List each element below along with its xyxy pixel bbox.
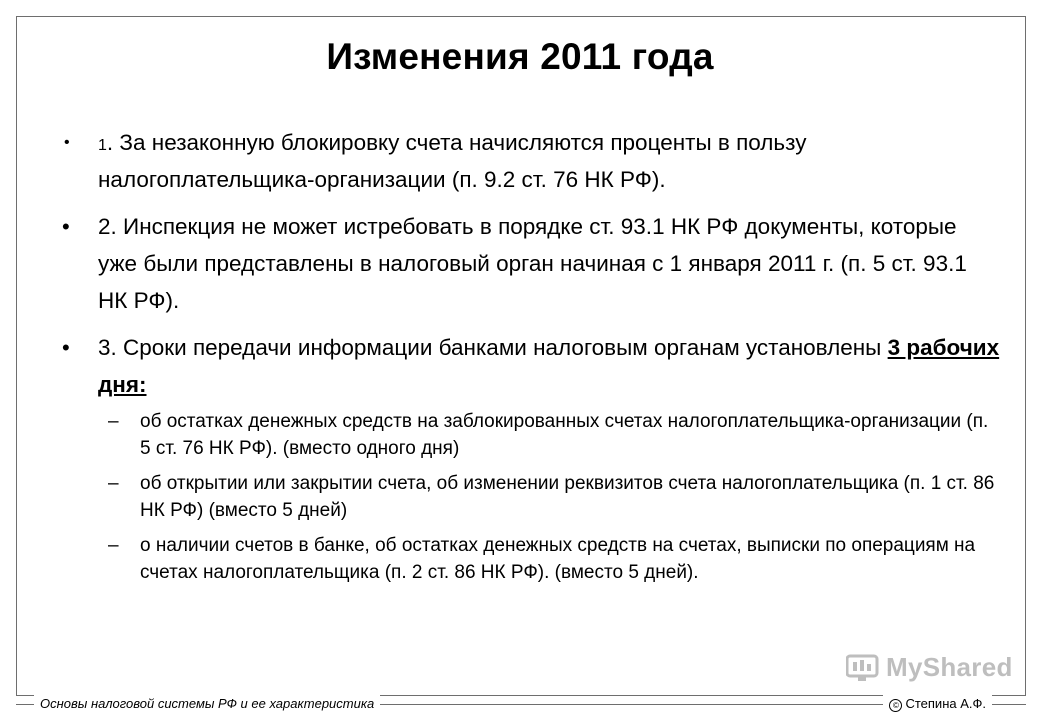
list-item-3: [60, 331, 1000, 405]
watermark: [846, 652, 1013, 683]
sub-item-1: [60, 409, 1000, 463]
sub-item-text: об остатках денежных средств на заблокированных счетах налогоплательщика-организации (п. 5 ст. 76 НК РФ). (вместо одного дня): [140, 411, 989, 459]
sub-item-3: [60, 533, 1000, 587]
list-item-text: 2. Инспекция не может истребовать в порядке ст. 93.1 НК РФ документы, которые уже были представлены в налоговый орган начиная с 1 января 2011 г. (п. 5 ст. 93.1 НК РФ).: [98, 214, 967, 313]
bullet-icon: •: [62, 335, 70, 360]
list-item-1: [60, 126, 1000, 200]
presentation-logo-icon: [846, 653, 880, 683]
bullet-icon: •: [64, 134, 70, 151]
slide-content: [60, 126, 1000, 595]
watermark-text: MyShared: [886, 652, 1013, 682]
footer-course-title: Основы налоговой системы РФ и ее характеристика: [34, 695, 380, 713]
sub-item-text: о наличии счетов в банке, об остатках денежных средств на счетах, выписки по операциям на счетах налогоплательщика (п. 2 ст. 86 НК РФ). (вместо 5 дней).: [140, 535, 976, 583]
copyright-icon: ©: [889, 699, 902, 712]
slide-title: Изменения 2011 года: [326, 36, 714, 77]
emphasis-text: 3 рабочих дня:: [98, 335, 1000, 397]
bullet-icon: •: [62, 214, 70, 239]
sub-item-text: об открытии или закрытии счета, об изменении реквизитов счета налогоплательщика (п. 1 ст. 86 НК РФ) (вместо 5 дней): [140, 473, 995, 521]
list-item-2: [60, 210, 1000, 321]
sub-item-2: [60, 471, 1000, 525]
list-item-text: 1. За незаконную блокировку счета начисляются проценты в пользу налогоплательщика-организации (п. 9.2 ст. 76 НК РФ).: [98, 130, 807, 192]
dash-bullet-icon: –: [108, 535, 119, 556]
list-item-text: 3. Сроки передачи информации банками налоговым органам установлены 3 рабочих дня:: [98, 335, 1000, 397]
footer-author: © Степина А.Ф.: [883, 695, 992, 713]
dash-bullet-icon: –: [108, 473, 119, 494]
dash-bullet-icon: –: [108, 411, 119, 432]
